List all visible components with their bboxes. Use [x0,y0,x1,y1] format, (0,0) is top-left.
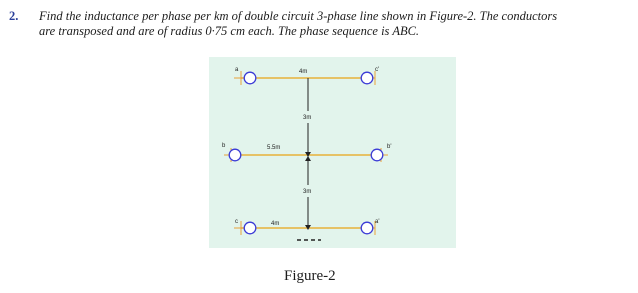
conductor-c-prime-symbol [361,71,375,85]
label-a: a [235,67,239,73]
dim-top-span: 4m [299,69,308,75]
dim-middle-span: 5.5m [267,145,281,151]
label-a-prime: a' [375,219,380,225]
dim-bottom-span: 4m [271,221,280,227]
label-c-prime: c' [375,67,380,73]
conductor-b-prime-symbol [371,148,388,162]
label-b: b [222,143,226,149]
question-number: 2. [9,9,19,23]
arrow-head-lower-start [305,156,311,161]
dim-lower-gap: 3m [303,189,312,195]
conductor-a-symbol [234,71,256,85]
conductor-a-prime-symbol [361,221,375,235]
figure-caption: Figure-2 [284,268,336,284]
line-configuration-figure [209,57,456,248]
conductor-b-symbol [224,148,241,162]
label-c: c [235,219,238,225]
dim-upper-gap: 3m [303,115,312,121]
question-line-2: are transposed and are of radius 0·75 cm each. The phase sequence is ABC. [39,24,420,38]
label-b-prime: b' [387,144,392,150]
question-line-1: Find the inductance per phase per km of double circuit 3-phase line shown in Figure-2. The conductors [39,9,558,23]
conductor-diagram [209,57,456,248]
